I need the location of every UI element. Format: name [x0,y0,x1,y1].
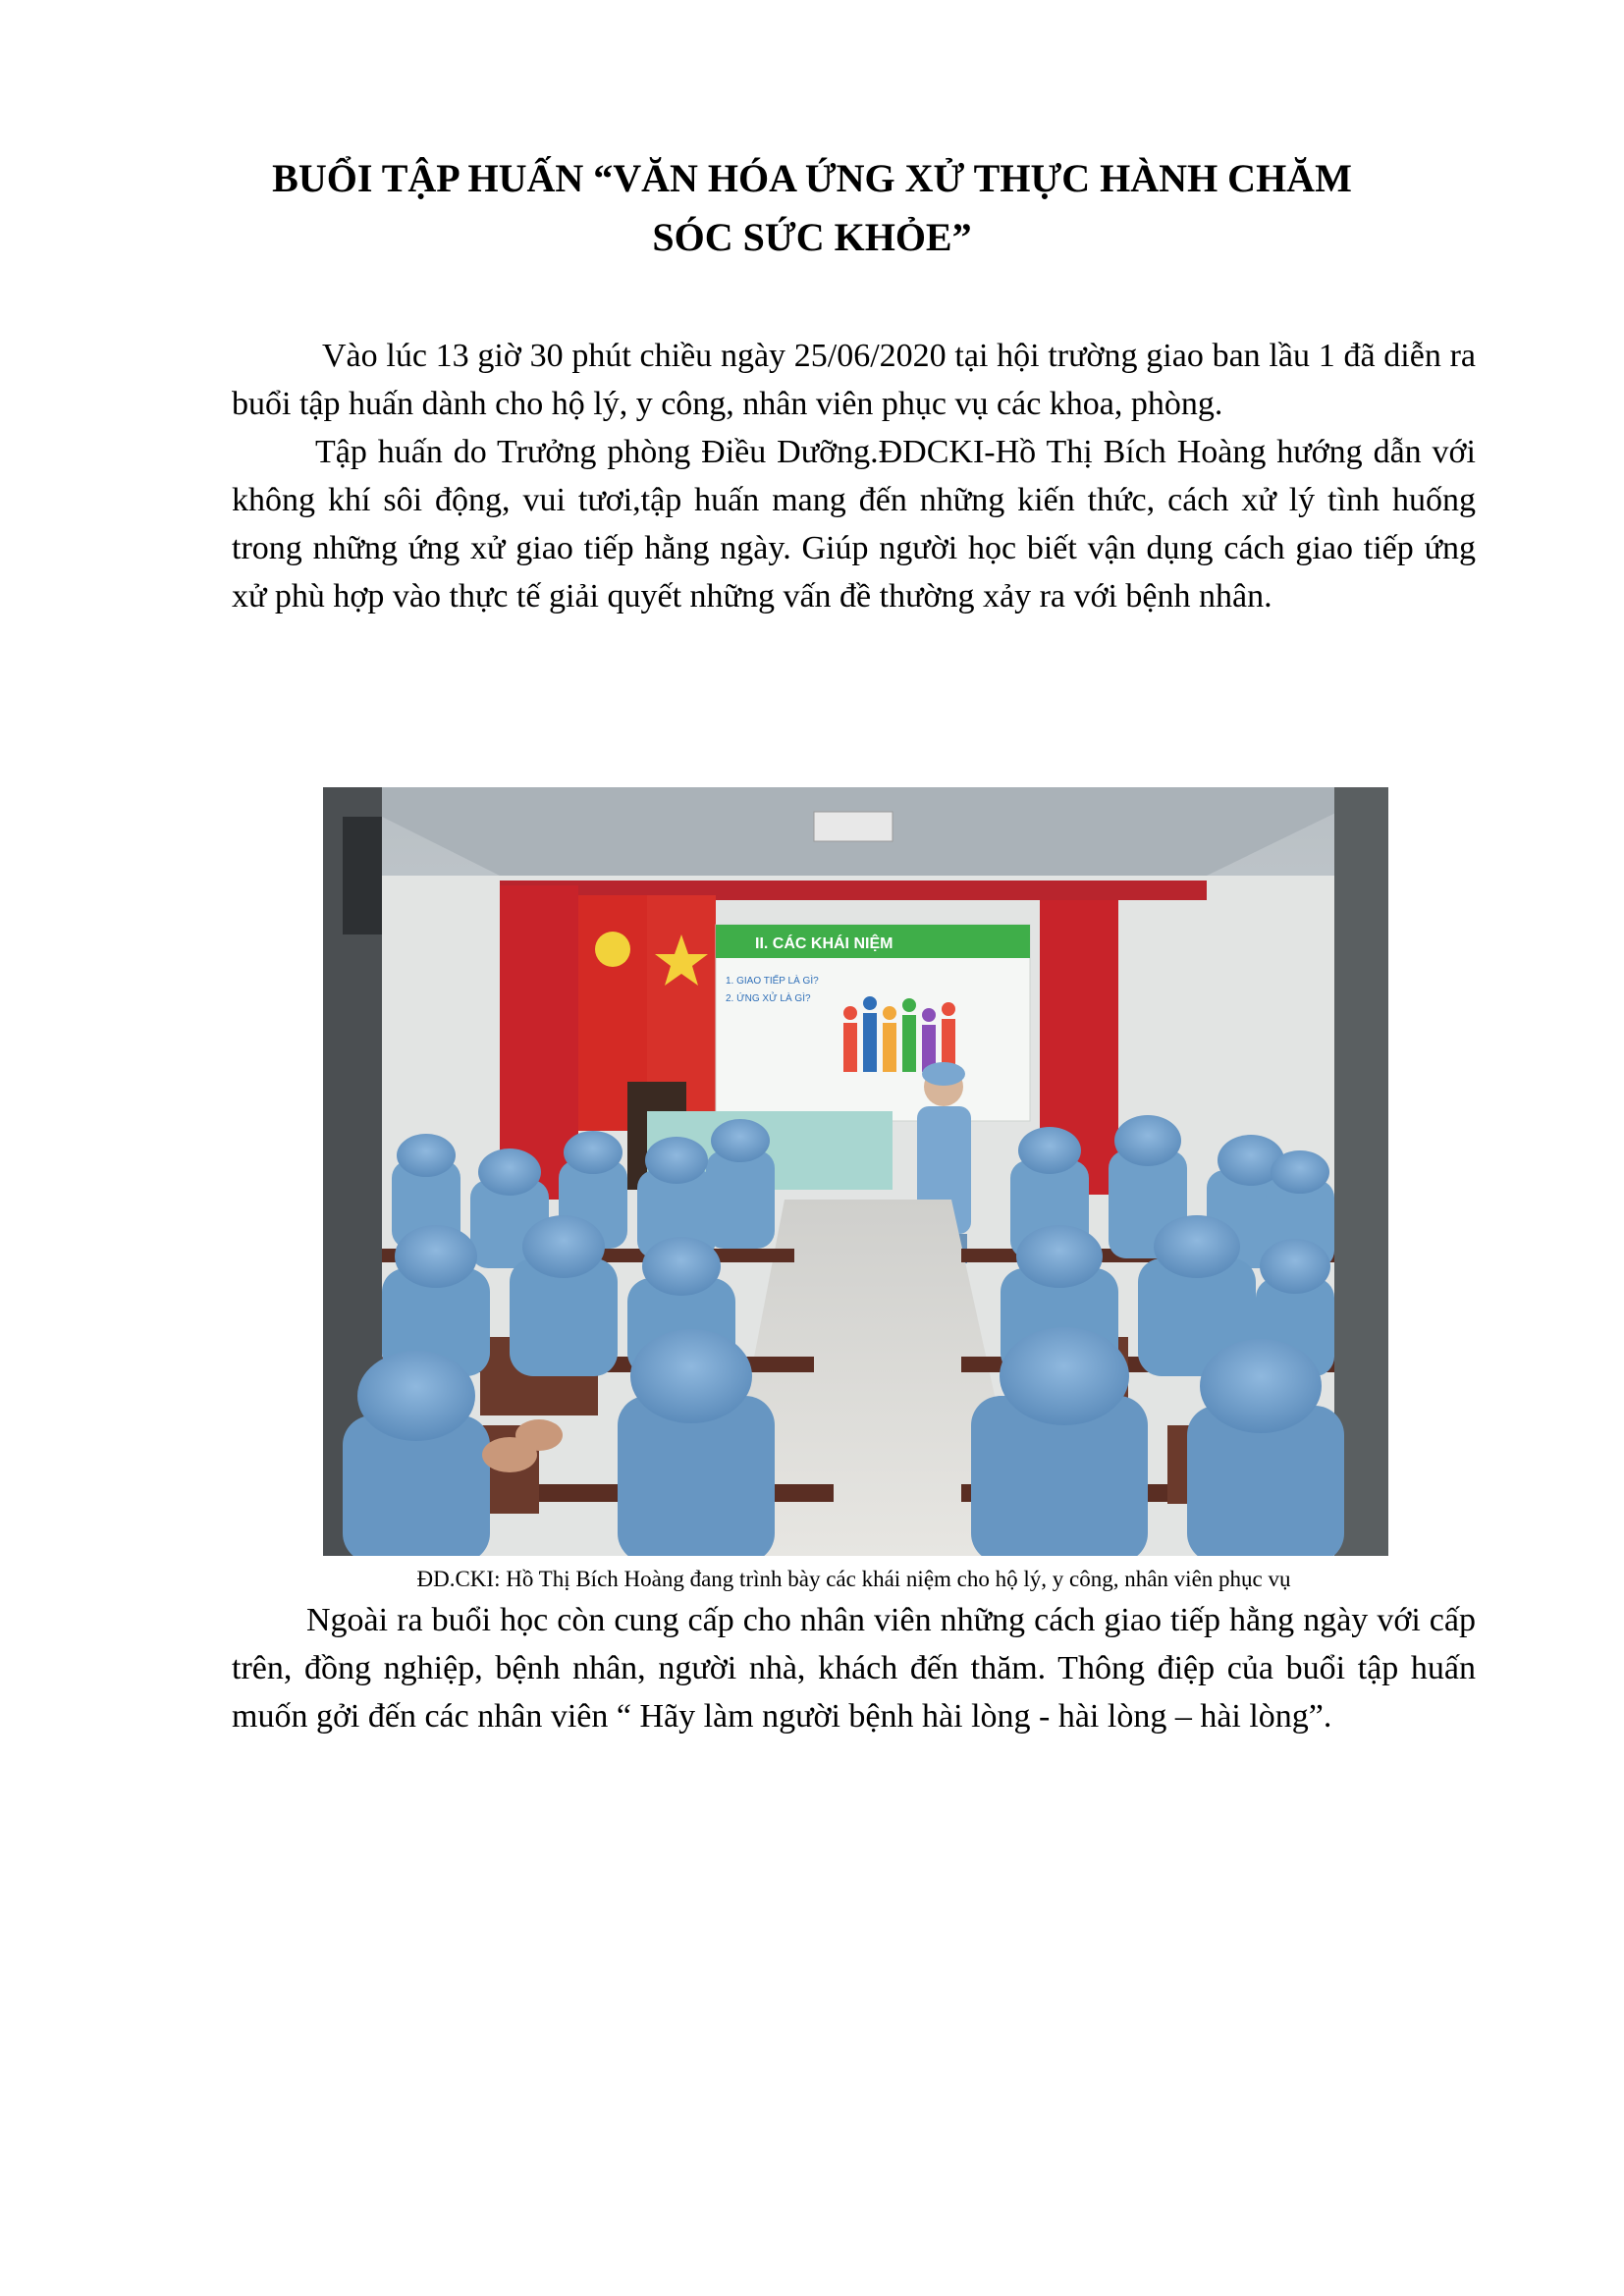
title-line-1: BUỔI TẬP HUẤN “VĂN HÓA ỨNG XỬ THỰC HÀNH CHĂM [272,156,1352,200]
slide-item-2: 2. ỨNG XỬ LÀ GÌ? [726,993,811,1004]
intro-section [232,332,1476,620]
title-line-2: SÓC SỨC KHỎE” [652,215,972,259]
paragraph-3: Ngoài ra buổi học còn cung cấp cho nhân viên những cách giao tiếp hằng ngày với cấp trên, đồng nghiệp, bệnh nhân, người nhà, khách đến thăm. Thông điệp của buổi tập huấn muốn gởi đến các nhân viên “ Hãy làm người bệnh hài lòng - hài lòng – hài lòng”. [232,1602,1476,1735]
training-photo [323,787,1388,1556]
document-title [177,149,1447,267]
paragraph-2: Tập huấn do Trưởng phòng Điều Dưỡng.ĐDCKI-Hồ Thị Bích Hoàng hướng dẫn với không khí sôi động, vui tươi,tập huấn mang đến những kiến thức, cách xử lý tình huống trong những ứng xử giao tiếp hằng ngày. Giúp người học biết vận dụng cách giao tiếp ứng xử phù hợp vào thực tế giải quyết những vấn đề thường xảy ra với bệnh nhân. [232,434,1476,614]
slide-heading: II. CÁC KHÁI NIỆM [755,935,893,952]
paragraph-1: Vào lúc 13 giờ 30 phút chiều ngày 25/06/2020 tại hội trường giao ban lầu 1 đã diễn ra buổi tập huấn dành cho hộ lý, y công, nhân viên phục vụ các khoa, phòng. [232,338,1476,422]
closing-section [232,1596,1476,1740]
slide-item-1: 1. GIAO TIẾP LÀ GÌ? [726,976,819,987]
photo-caption: ĐD.CKI: Hồ Thị Bích Hoàng đang trình bày các khái niệm cho hộ lý, y công, nhân viên phục vụ [416,1567,1291,1591]
